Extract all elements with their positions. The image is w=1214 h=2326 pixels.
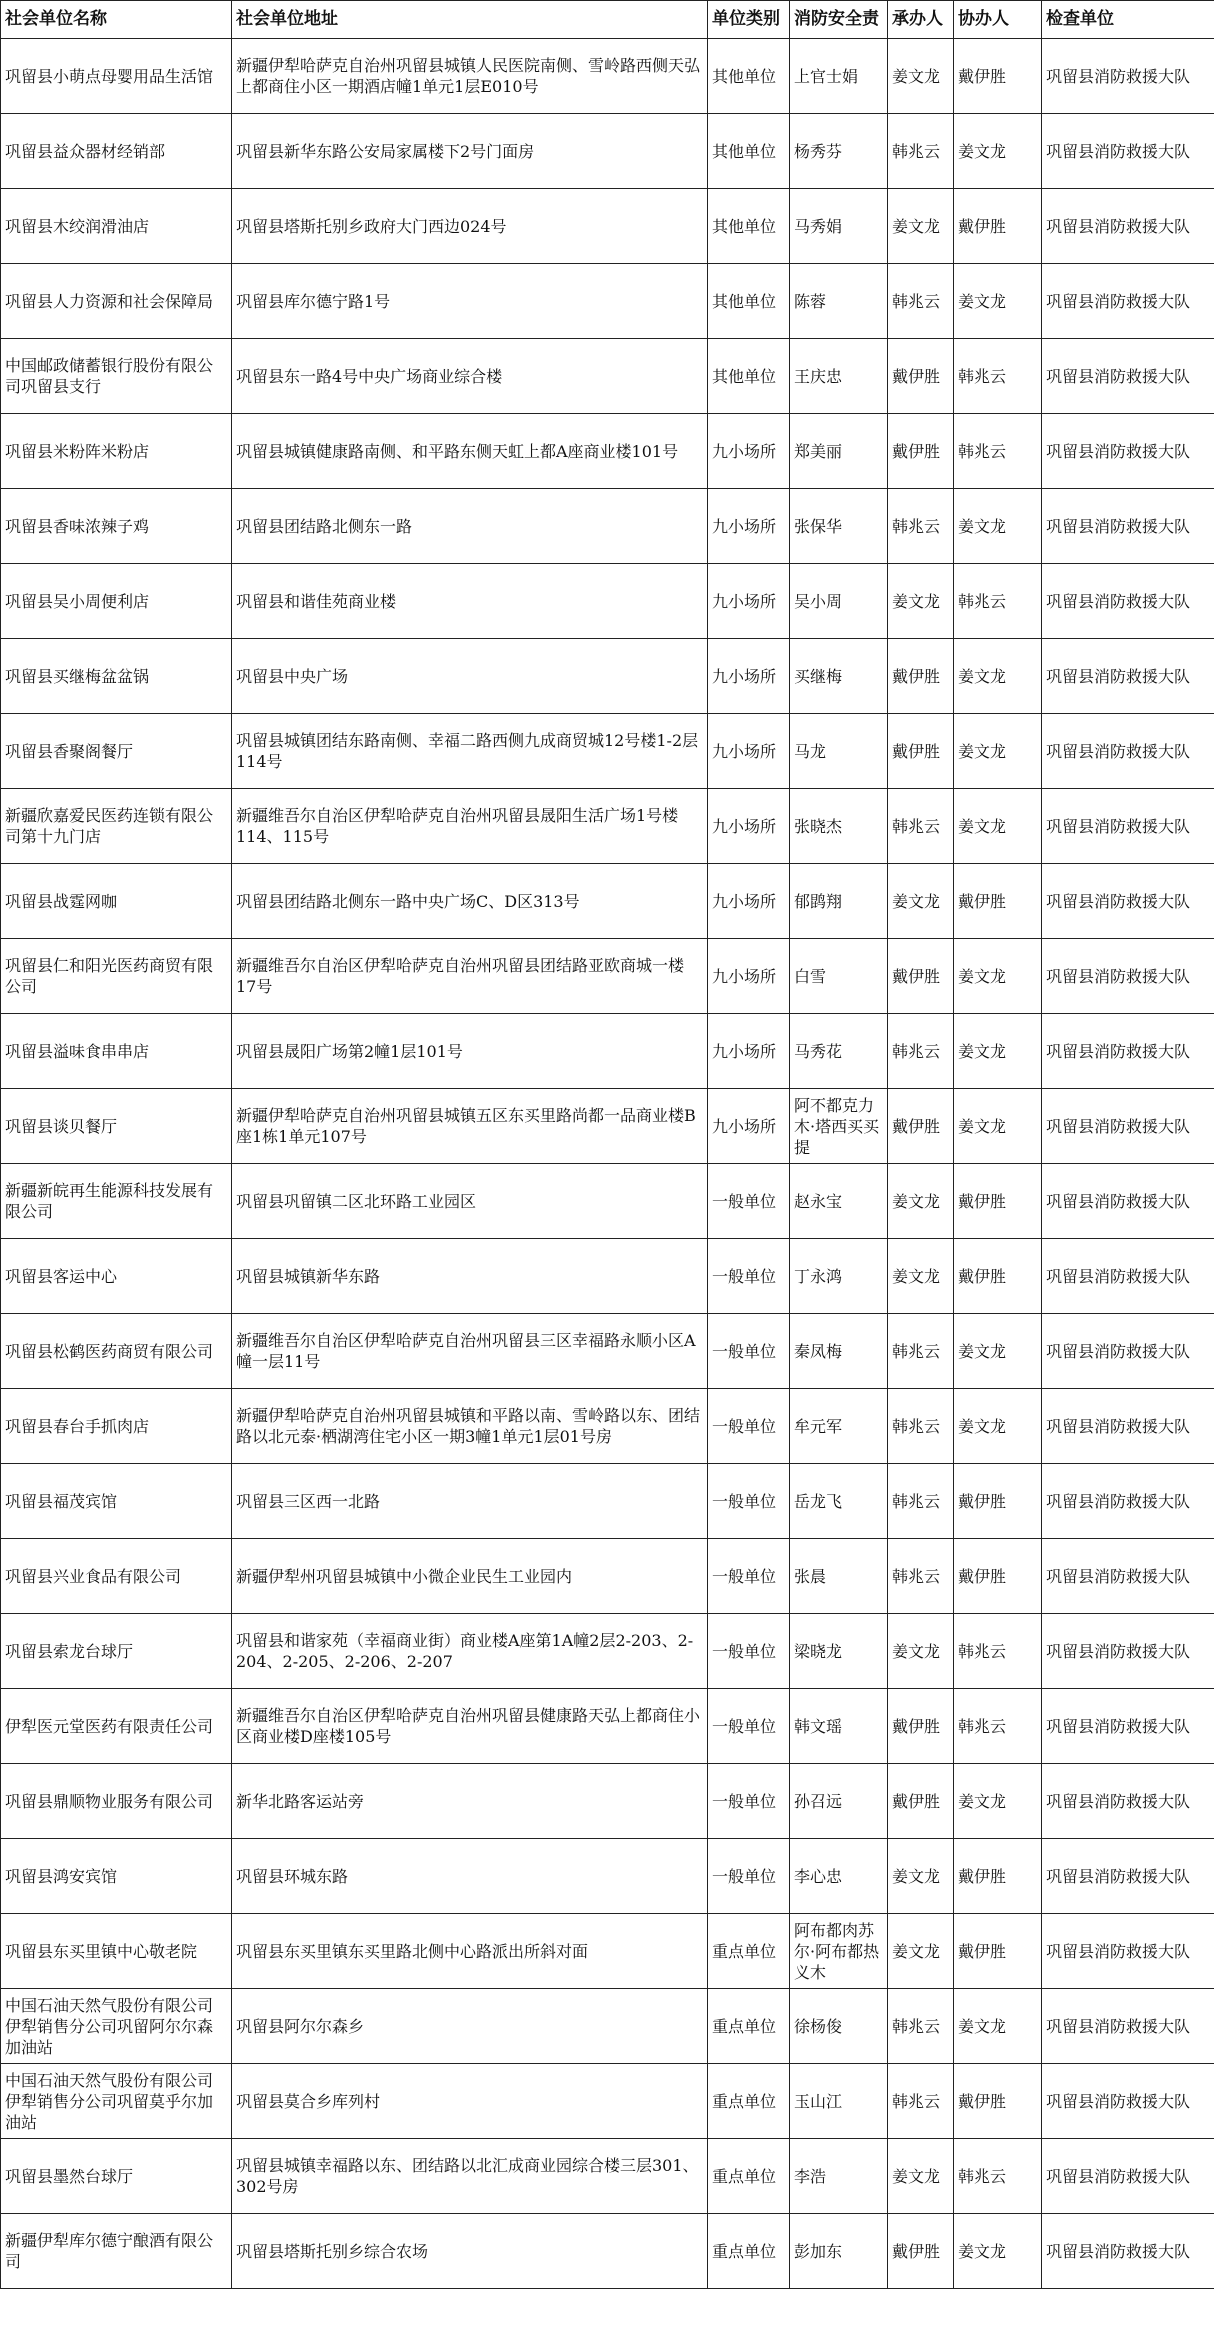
assistant-cell: 姜文龙	[954, 489, 1042, 564]
table-row	[1, 2214, 1214, 2289]
handler-cell: 戴伊胜	[888, 2214, 954, 2289]
inspection-unit-cell: 巩留县消防救援大队	[1042, 1614, 1214, 1689]
unit-address-cell: 巩留县和谐佳苑商业楼	[232, 564, 708, 639]
table-body	[1, 39, 1214, 2289]
unit-category-cell: 一般单位	[708, 1689, 790, 1764]
unit-name-cell: 新疆新皖再生能源科技发展有限公司	[1, 1164, 232, 1239]
inspection-unit-cell: 巩留县消防救援大队	[1042, 1764, 1214, 1839]
table-row	[1, 1764, 1214, 1839]
table-row	[1, 414, 1214, 489]
unit-name-cell: 巩留县谈贝餐厅	[1, 1089, 232, 1164]
unit-address-cell: 新疆伊犁哈萨克自治州巩留县城镇和平路以南、雪岭路以东、团结路以北元泰·栖湖湾住宅小区一期3幢1单元1层01号房	[232, 1389, 708, 1464]
fire-safety-officer-cell: 李心忠	[790, 1839, 888, 1914]
unit-address-cell: 新疆维吾尔自治区伊犁哈萨克自治州巩留县三区幸福路永顺小区A幢一层11号	[232, 1314, 708, 1389]
header-inspection-unit: 检查单位	[1042, 1, 1214, 39]
unit-category-cell: 重点单位	[708, 1914, 790, 1989]
table-row	[1, 1014, 1214, 1089]
unit-address-cell: 新疆维吾尔自治区伊犁哈萨克自治州巩留县健康路天弘上都商住小区商业楼D座楼105号	[232, 1689, 708, 1764]
inspection-unit-cell: 巩留县消防救援大队	[1042, 189, 1214, 264]
inspection-unit-cell: 巩留县消防救援大队	[1042, 339, 1214, 414]
unit-category-cell: 九小场所	[708, 714, 790, 789]
unit-name-cell: 巩留县鸿安宾馆	[1, 1839, 232, 1914]
handler-cell: 戴伊胜	[888, 1764, 954, 1839]
unit-name-cell: 巩留县鼎顺物业服务有限公司	[1, 1764, 232, 1839]
unit-name-cell: 巩留县吴小周便利店	[1, 564, 232, 639]
assistant-cell: 戴伊胜	[954, 1839, 1042, 1914]
handler-cell: 韩兆云	[888, 1014, 954, 1089]
assistant-cell: 姜文龙	[954, 264, 1042, 339]
unit-name-cell: 新疆伊犁库尔德宁酿酒有限公司	[1, 2214, 232, 2289]
assistant-cell: 姜文龙	[954, 714, 1042, 789]
table-row	[1, 714, 1214, 789]
unit-name-cell: 巩留县东买里镇中心敬老院	[1, 1914, 232, 1989]
assistant-cell: 姜文龙	[954, 1014, 1042, 1089]
inspection-unit-cell: 巩留县消防救援大队	[1042, 1839, 1214, 1914]
inspection-unit-cell: 巩留县消防救援大队	[1042, 639, 1214, 714]
unit-category-cell: 九小场所	[708, 414, 790, 489]
unit-category-cell: 一般单位	[708, 1539, 790, 1614]
assistant-cell: 戴伊胜	[954, 1464, 1042, 1539]
table-row	[1, 1314, 1214, 1389]
unit-name-cell: 巩留县小萌点母婴用品生活馆	[1, 39, 232, 114]
table-row	[1, 1989, 1214, 2064]
header-handler: 承办人	[888, 1, 954, 39]
unit-address-cell: 巩留县东买里镇东买里路北侧中心路派出所斜对面	[232, 1914, 708, 1989]
unit-category-cell: 九小场所	[708, 789, 790, 864]
assistant-cell: 戴伊胜	[954, 1914, 1042, 1989]
fire-safety-officer-cell: 白雪	[790, 939, 888, 1014]
handler-cell: 韩兆云	[888, 264, 954, 339]
fire-safety-officer-cell: 牟元军	[790, 1389, 888, 1464]
table-row	[1, 1539, 1214, 1614]
unit-address-cell: 巩留县库尔德宁路1号	[232, 264, 708, 339]
unit-category-cell: 其他单位	[708, 339, 790, 414]
handler-cell: 姜文龙	[888, 864, 954, 939]
unit-address-cell: 巩留县环城东路	[232, 1839, 708, 1914]
assistant-cell: 韩兆云	[954, 1614, 1042, 1689]
handler-cell: 姜文龙	[888, 564, 954, 639]
fire-safety-officer-cell: 杨秀芬	[790, 114, 888, 189]
unit-address-cell: 新疆维吾尔自治区伊犁哈萨克自治州巩留县团结路亚欧商城一楼17号	[232, 939, 708, 1014]
unit-category-cell: 一般单位	[708, 1464, 790, 1539]
assistant-cell: 戴伊胜	[954, 864, 1042, 939]
assistant-cell: 戴伊胜	[954, 189, 1042, 264]
unit-name-cell: 巩留县客运中心	[1, 1239, 232, 1314]
unit-name-cell: 中国邮政储蓄银行股份有限公司巩留县支行	[1, 339, 232, 414]
fire-safety-officer-cell: 上官士娟	[790, 39, 888, 114]
fire-safety-officer-cell: 郁鹍翔	[790, 864, 888, 939]
fire-safety-officer-cell: 梁晓龙	[790, 1614, 888, 1689]
unit-address-cell: 巩留县和谐家苑（幸福商业街）商业楼A座第1A幢2层2-203、2-204、2-205、2-206、2-207	[232, 1614, 708, 1689]
unit-address-cell: 巩留县塔斯托别乡政府大门西边024号	[232, 189, 708, 264]
handler-cell: 姜文龙	[888, 1239, 954, 1314]
assistant-cell: 韩兆云	[954, 564, 1042, 639]
table-row	[1, 1389, 1214, 1464]
handler-cell: 韩兆云	[888, 1464, 954, 1539]
table-row	[1, 39, 1214, 114]
handler-cell: 戴伊胜	[888, 639, 954, 714]
inspection-unit-cell: 巩留县消防救援大队	[1042, 1689, 1214, 1764]
handler-cell: 韩兆云	[888, 489, 954, 564]
unit-address-cell: 巩留县莫合乡库列村	[232, 2064, 708, 2139]
assistant-cell: 韩兆云	[954, 2139, 1042, 2214]
assistant-cell: 姜文龙	[954, 2214, 1042, 2289]
header-row	[1, 1, 1214, 39]
unit-address-cell: 新疆伊犁哈萨克自治州巩留县城镇人民医院南侧、雪岭路西侧天弘上都商住小区一期酒店幢1单元1层E010号	[232, 39, 708, 114]
handler-cell: 韩兆云	[888, 1389, 954, 1464]
assistant-cell: 戴伊胜	[954, 1539, 1042, 1614]
table-row	[1, 189, 1214, 264]
handler-cell: 韩兆云	[888, 2064, 954, 2139]
inspection-unit-cell: 巩留县消防救援大队	[1042, 864, 1214, 939]
table-row	[1, 489, 1214, 564]
handler-cell: 戴伊胜	[888, 1089, 954, 1164]
unit-name-cell: 巩留县松鹤医药商贸有限公司	[1, 1314, 232, 1389]
handler-cell: 姜文龙	[888, 189, 954, 264]
unit-category-cell: 九小场所	[708, 489, 790, 564]
handler-cell: 姜文龙	[888, 1914, 954, 1989]
fire-safety-officer-cell: 张保华	[790, 489, 888, 564]
unit-name-cell: 巩留县索龙台球厅	[1, 1614, 232, 1689]
unit-address-cell: 巩留县塔斯托别乡综合农场	[232, 2214, 708, 2289]
unit-name-cell: 巩留县兴业食品有限公司	[1, 1539, 232, 1614]
handler-cell: 韩兆云	[888, 789, 954, 864]
table-row	[1, 789, 1214, 864]
handler-cell: 姜文龙	[888, 2139, 954, 2214]
fire-safety-officer-cell: 秦凤梅	[790, 1314, 888, 1389]
unit-address-cell: 巩留县城镇新华东路	[232, 1239, 708, 1314]
unit-address-cell: 巩留县东一路4号中央广场商业综合楼	[232, 339, 708, 414]
unit-category-cell: 一般单位	[708, 1764, 790, 1839]
unit-address-cell: 巩留县中央广场	[232, 639, 708, 714]
unit-name-cell: 中国石油天然气股份有限公司伊犁销售分公司巩留莫乎尔加油站	[1, 2064, 232, 2139]
fire-safety-officer-cell: 彭加东	[790, 2214, 888, 2289]
assistant-cell: 姜文龙	[954, 939, 1042, 1014]
inspection-unit-cell: 巩留县消防救援大队	[1042, 789, 1214, 864]
table-row	[1, 1464, 1214, 1539]
inspection-unit-cell: 巩留县消防救援大队	[1042, 2139, 1214, 2214]
assistant-cell: 韩兆云	[954, 339, 1042, 414]
assistant-cell: 韩兆云	[954, 414, 1042, 489]
unit-category-cell: 九小场所	[708, 1089, 790, 1164]
assistant-cell: 姜文龙	[954, 1764, 1042, 1839]
fire-safety-officer-cell: 孙召远	[790, 1764, 888, 1839]
handler-cell: 韩兆云	[888, 1314, 954, 1389]
inspection-unit-cell: 巩留县消防救援大队	[1042, 39, 1214, 114]
inspection-unit-cell: 巩留县消防救援大队	[1042, 1389, 1214, 1464]
header-fire-safety-officer: 消防安全责	[790, 1, 888, 39]
unit-category-cell: 九小场所	[708, 639, 790, 714]
table-row	[1, 1689, 1214, 1764]
unit-name-cell: 中国石油天然气股份有限公司伊犁销售分公司巩留阿尔尔森加油站	[1, 1989, 232, 2064]
unit-category-cell: 其他单位	[708, 114, 790, 189]
unit-address-cell: 巩留县新华东路公安局家属楼下2号门面房	[232, 114, 708, 189]
assistant-cell: 戴伊胜	[954, 39, 1042, 114]
fire-safety-officer-cell: 李浩	[790, 2139, 888, 2214]
unit-address-cell: 新华北路客运站旁	[232, 1764, 708, 1839]
handler-cell: 戴伊胜	[888, 714, 954, 789]
table-row	[1, 114, 1214, 189]
unit-category-cell: 一般单位	[708, 1389, 790, 1464]
inspection-unit-cell: 巩留县消防救援大队	[1042, 114, 1214, 189]
unit-category-cell: 一般单位	[708, 1164, 790, 1239]
inspection-unit-cell: 巩留县消防救援大队	[1042, 564, 1214, 639]
inspection-unit-cell: 巩留县消防救援大队	[1042, 1464, 1214, 1539]
fire-safety-officer-cell: 马秀花	[790, 1014, 888, 1089]
table-row	[1, 1164, 1214, 1239]
inspection-unit-cell: 巩留县消防救援大队	[1042, 489, 1214, 564]
fire-safety-officer-cell: 阿不都克力木·塔西买买提	[790, 1089, 888, 1164]
assistant-cell: 戴伊胜	[954, 1164, 1042, 1239]
unit-category-cell: 一般单位	[708, 1239, 790, 1314]
inspection-unit-cell: 巩留县消防救援大队	[1042, 1089, 1214, 1164]
table-row	[1, 864, 1214, 939]
unit-name-cell: 伊犁医元堂医药有限责任公司	[1, 1689, 232, 1764]
inspection-unit-cell: 巩留县消防救援大队	[1042, 1914, 1214, 1989]
unit-name-cell: 巩留县福茂宾馆	[1, 1464, 232, 1539]
unit-address-cell: 新疆伊犁州巩留县城镇中小微企业民生工业园内	[232, 1539, 708, 1614]
table-row	[1, 564, 1214, 639]
fire-safety-officer-cell: 徐杨俊	[790, 1989, 888, 2064]
unit-address-cell: 巩留县团结路北侧东一路中央广场C、D区313号	[232, 864, 708, 939]
handler-cell: 姜文龙	[888, 39, 954, 114]
header-unit-name: 社会单位名称	[1, 1, 232, 39]
handler-cell: 戴伊胜	[888, 339, 954, 414]
table-row	[1, 339, 1214, 414]
unit-name-cell: 巩留县春台手抓肉店	[1, 1389, 232, 1464]
unit-name-cell: 新疆欣嘉爱民医药连锁有限公司第十九门店	[1, 789, 232, 864]
table-row	[1, 1614, 1214, 1689]
inspection-unit-cell: 巩留县消防救援大队	[1042, 939, 1214, 1014]
unit-name-cell: 巩留县益众器材经销部	[1, 114, 232, 189]
handler-cell: 韩兆云	[888, 1539, 954, 1614]
fire-safety-officer-cell: 马秀娟	[790, 189, 888, 264]
inspection-unit-cell: 巩留县消防救援大队	[1042, 1014, 1214, 1089]
unit-name-cell: 巩留县香味浓辣子鸡	[1, 489, 232, 564]
unit-name-cell: 巩留县溢味食串串店	[1, 1014, 232, 1089]
table-row	[1, 264, 1214, 339]
unit-category-cell: 一般单位	[708, 1314, 790, 1389]
fire-safety-officer-cell: 张晨	[790, 1539, 888, 1614]
handler-cell: 韩兆云	[888, 114, 954, 189]
unit-name-cell: 巩留县米粉阵米粉店	[1, 414, 232, 489]
fire-safety-officer-cell: 韩文瑶	[790, 1689, 888, 1764]
assistant-cell: 姜文龙	[954, 1389, 1042, 1464]
fire-safety-officer-cell: 玉山江	[790, 2064, 888, 2139]
handler-cell: 姜文龙	[888, 1614, 954, 1689]
table-row	[1, 1089, 1214, 1164]
table-row	[1, 2064, 1214, 2139]
unit-address-cell: 巩留县城镇幸福路以东、团结路以北汇成商业园综合楼三层301、302号房	[232, 2139, 708, 2214]
inspection-unit-cell: 巩留县消防救援大队	[1042, 1164, 1214, 1239]
fire-safety-officer-cell: 买继梅	[790, 639, 888, 714]
unit-name-cell: 巩留县战霆网咖	[1, 864, 232, 939]
inspection-unit-cell: 巩留县消防救援大队	[1042, 2214, 1214, 2289]
unit-name-cell: 巩留县墨然台球厅	[1, 2139, 232, 2214]
unit-name-cell: 巩留县人力资源和社会保障局	[1, 264, 232, 339]
handler-cell: 韩兆云	[888, 1989, 954, 2064]
inspection-unit-cell: 巩留县消防救援大队	[1042, 1239, 1214, 1314]
fire-safety-officer-cell: 岳龙飞	[790, 1464, 888, 1539]
assistant-cell: 韩兆云	[954, 1689, 1042, 1764]
unit-name-cell: 巩留县香聚阁餐厅	[1, 714, 232, 789]
unit-category-cell: 九小场所	[708, 1014, 790, 1089]
assistant-cell: 姜文龙	[954, 1314, 1042, 1389]
unit-category-cell: 其他单位	[708, 39, 790, 114]
assistant-cell: 姜文龙	[954, 1989, 1042, 2064]
unit-category-cell: 一般单位	[708, 1614, 790, 1689]
fire-safety-officer-cell: 赵永宝	[790, 1164, 888, 1239]
assistant-cell: 姜文龙	[954, 114, 1042, 189]
table-row	[1, 1914, 1214, 1989]
fire-safety-officer-cell: 马龙	[790, 714, 888, 789]
inspection-unit-cell: 巩留县消防救援大队	[1042, 414, 1214, 489]
fire-safety-officer-cell: 吴小周	[790, 564, 888, 639]
fire-safety-officer-cell: 王庆忠	[790, 339, 888, 414]
unit-address-cell: 巩留县三区西一北路	[232, 1464, 708, 1539]
inspection-unit-cell: 巩留县消防救援大队	[1042, 264, 1214, 339]
table-row	[1, 1239, 1214, 1314]
assistant-cell: 戴伊胜	[954, 2064, 1042, 2139]
unit-category-cell: 其他单位	[708, 264, 790, 339]
unit-address-cell: 巩留县团结路北侧东一路	[232, 489, 708, 564]
handler-cell: 姜文龙	[888, 1164, 954, 1239]
unit-address-cell: 新疆维吾尔自治区伊犁哈萨克自治州巩留县晟阳生活广场1号楼114、115号	[232, 789, 708, 864]
unit-category-cell: 九小场所	[708, 864, 790, 939]
handler-cell: 戴伊胜	[888, 1689, 954, 1764]
header-unit-address: 社会单位地址	[232, 1, 708, 39]
unit-category-cell: 其他单位	[708, 189, 790, 264]
table-row	[1, 1839, 1214, 1914]
inspection-unit-cell: 巩留县消防救援大队	[1042, 2064, 1214, 2139]
inspection-unit-cell: 巩留县消防救援大队	[1042, 1314, 1214, 1389]
inspection-unit-cell: 巩留县消防救援大队	[1042, 714, 1214, 789]
unit-address-cell: 新疆伊犁哈萨克自治州巩留县城镇五区东买里路尚都一品商业楼B座1栋1单元107号	[232, 1089, 708, 1164]
unit-category-cell: 重点单位	[708, 2139, 790, 2214]
assistant-cell: 戴伊胜	[954, 1239, 1042, 1314]
unit-address-cell: 巩留县晟阳广场第2幢1层101号	[232, 1014, 708, 1089]
assistant-cell: 姜文龙	[954, 1089, 1042, 1164]
unit-category-cell: 重点单位	[708, 1989, 790, 2064]
assistant-cell: 姜文龙	[954, 789, 1042, 864]
inspection-unit-cell: 巩留县消防救援大队	[1042, 1539, 1214, 1614]
handler-cell: 姜文龙	[888, 1839, 954, 1914]
unit-category-cell: 重点单位	[708, 2214, 790, 2289]
unit-name-cell: 巩留县木绞润滑油店	[1, 189, 232, 264]
table-row	[1, 2139, 1214, 2214]
unit-category-cell: 重点单位	[708, 2064, 790, 2139]
unit-category-cell: 九小场所	[708, 564, 790, 639]
unit-address-cell: 巩留县城镇团结东路南侧、幸福二路西侧九成商贸城12号楼1-2层114号	[232, 714, 708, 789]
unit-address-cell: 巩留县阿尔尔森乡	[232, 1989, 708, 2064]
fire-safety-officer-cell: 郑美丽	[790, 414, 888, 489]
unit-address-cell: 巩留县巩留镇二区北环路工业园区	[232, 1164, 708, 1239]
fire-safety-officer-cell: 阿布都肉苏尔·阿布都热义木	[790, 1914, 888, 1989]
table-row	[1, 639, 1214, 714]
fire-safety-officer-cell: 陈蓉	[790, 264, 888, 339]
inspection-unit-cell: 巩留县消防救援大队	[1042, 1989, 1214, 2064]
assistant-cell: 姜文龙	[954, 639, 1042, 714]
handler-cell: 戴伊胜	[888, 939, 954, 1014]
header-assistant: 协办人	[954, 1, 1042, 39]
fire-safety-officer-cell: 丁永鸿	[790, 1239, 888, 1314]
unit-address-cell: 巩留县城镇健康路南侧、和平路东侧天虹上都A座商业楼101号	[232, 414, 708, 489]
unit-name-cell: 巩留县仁和阳光医药商贸有限公司	[1, 939, 232, 1014]
table-row	[1, 939, 1214, 1014]
handler-cell: 戴伊胜	[888, 414, 954, 489]
unit-category-cell: 一般单位	[708, 1839, 790, 1914]
unit-category-cell: 九小场所	[708, 939, 790, 1014]
header-unit-category: 单位类别	[708, 1, 790, 39]
fire-safety-officer-cell: 张晓杰	[790, 789, 888, 864]
unit-name-cell: 巩留县买继梅盆盆锅	[1, 639, 232, 714]
